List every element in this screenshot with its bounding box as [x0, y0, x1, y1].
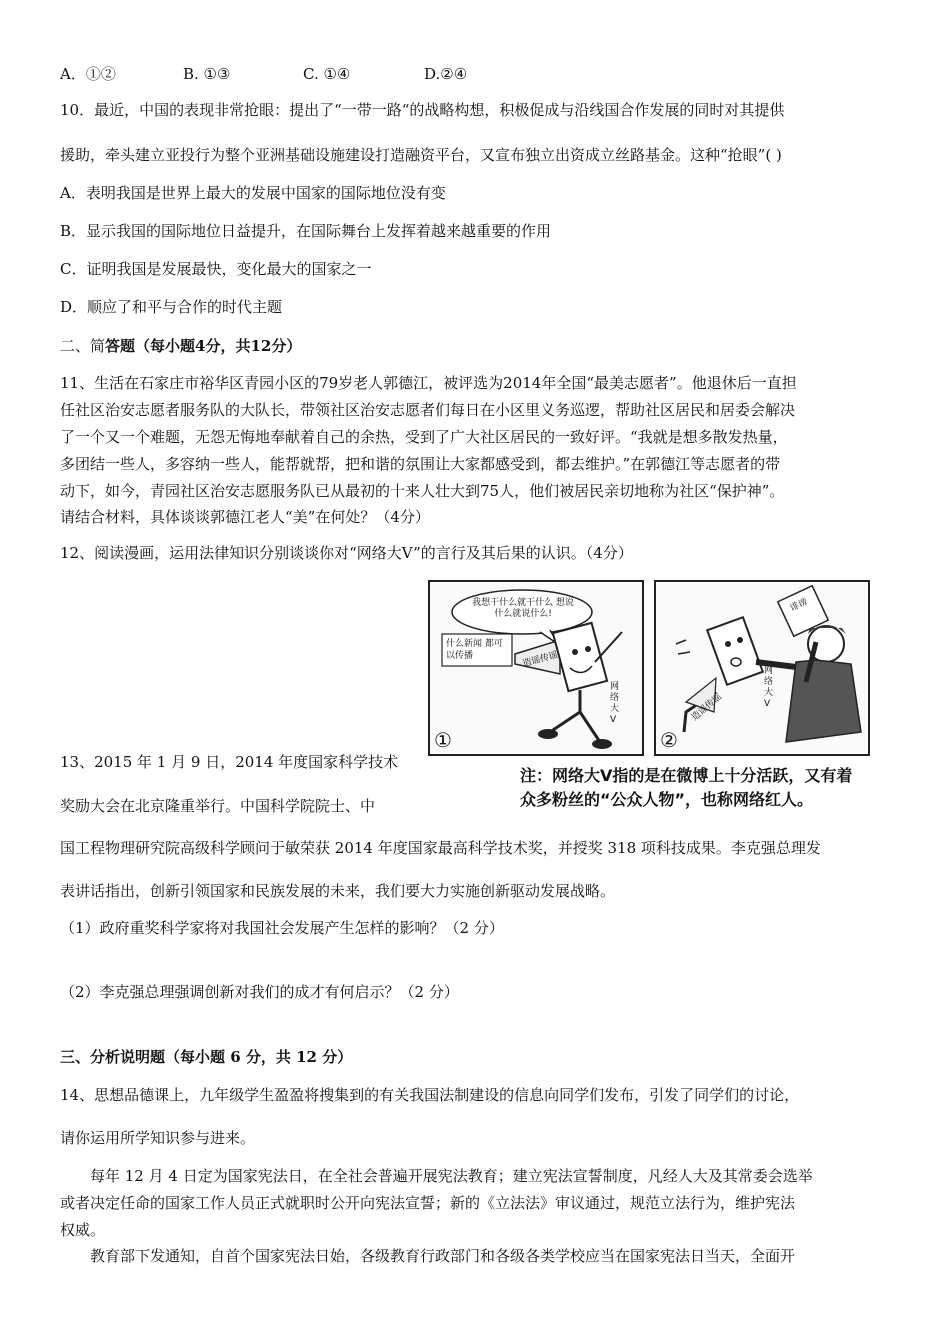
- section2-title: 答题（每小题4分，共12分）: [105, 337, 302, 355]
- q14-para1-line2: 或者决定任命的国家工作人员正式就职时公开向宪法宣誓；新的《立法法》审议通过，规范立法行为，维护宪法: [60, 1194, 796, 1212]
- q12-stem: 12、阅读漫画，运用法律知识分别谈谈你对“网络大V”的言行及其后果的认识。（4分）: [60, 544, 633, 562]
- q13-sub1: （1）政府重奖科学家将对我国社会发展产生怎样的影响？（2 分）: [60, 919, 504, 937]
- q13-line1: 13、2015 年 1 月 9 日，2014 年度国家科学技术: [60, 753, 399, 771]
- q9-options: [60, 64, 467, 84]
- q14-line1: 14、思想品德课上，九年级学生盈盈将搜集到的有关我国法制建设的信息向同学们发布，引发了同学们的讨论，: [60, 1086, 800, 1104]
- comic-speaker-label: 造谣传谣: [521, 650, 560, 670]
- q14-para2-line1: 教育部下发通知，自首个国家宪法日始，各级教育行政部门和各级各类学校应当在国家宪法日当天，全面开: [90, 1247, 796, 1265]
- comic-note-line1: 注：网络大V指的是在微博上十分活跃，又有着: [520, 766, 853, 785]
- comic-panel-2-drawing: [656, 582, 868, 754]
- q11-line: 了一个又一个难题，无怨无悔地奉献着自己的余热，受到了广大社区居民的一致好评。“我就是想多散发热量，: [60, 428, 788, 446]
- comic-panel-1-number: ①: [434, 728, 452, 752]
- comic-note: [520, 764, 852, 812]
- q13-line3: 国工程物理研究院高级科学顾问于敏荣获 2014 年度国家最高科学技术奖，并授奖 318 项科技成果。李克强总理发: [60, 839, 821, 857]
- comic-person-label-2: 网络大V: [764, 666, 774, 709]
- q13-line4: 表讲话指出，创新引领国家和民族发展的未来，我们要大力实施创新驱动发展战略。: [60, 882, 616, 900]
- comic-person-label: 网络大V: [610, 682, 620, 725]
- comic-panel-1: [428, 580, 644, 756]
- q11-line: 多团结一些人，多容纳一些人，能帮就帮，把和谐的氛围让大家都感受到，都去维护。”在郭德江等志愿者的带: [60, 455, 781, 473]
- q9-option-c: C. ①④: [303, 65, 351, 83]
- q10-stem-line1: 10．最近，中国的表现非常抢眼：提出了“一带一路“的战略构想，积极促成与沿线国合作发展的同时对其提供: [60, 101, 785, 119]
- comic-note-line2: 众多粉丝的“公众人物”，也称网络红人。: [520, 790, 814, 809]
- section2-heading: [60, 336, 301, 356]
- q11-line: 动下，如今，青园社区治安志愿服务队已从最初的十来人壮大到75人，他们被居民亲切地称为社区“保护神”。: [60, 482, 785, 500]
- q13-line2: 奖励大会在北京隆重举行。中国科学院院士、中: [60, 797, 376, 815]
- q10-option-d: D．顺应了和平与合作的时代主题: [60, 298, 283, 316]
- q11-line: 请结合材料，具体谈谈郭德江老人“美”在何处？（4分）: [60, 508, 430, 526]
- q11-line: 任社区治安志愿者服务队的大队长，带领社区治安志愿者们每日在小区里义务巡逻，帮助社区居民和居委会解决: [60, 401, 796, 419]
- q14-line2: 请你运用所学知识参与进来。: [60, 1129, 256, 1147]
- q10-option-c: C．证明我国是发展最快，变化最大的国家之一: [60, 260, 372, 278]
- q9-option-a: A．①②: [60, 65, 116, 83]
- q14-para1-line1: 每年 12 月 4 日定为国家宪法日，在全社会普遍开展宪法教育；建立宪法宣誓制度，凡经人大及其常委会选举: [90, 1167, 813, 1185]
- comic-board-text: 什么新闻 都可以传播: [446, 639, 503, 661]
- q13-sub2: （2）李克强总理强调创新对我们的成才有何启示？（2 分）: [60, 983, 459, 1001]
- section3-heading: 三、分析说明题（每小题 6 分，共 12 分）: [60, 1048, 353, 1066]
- comic-speech-bubble: 我想干什么就干什么 想说什么就说什么!: [472, 598, 574, 619]
- q10-option-a: A．表明我国是世界上最大的发展中国家的国际地位没有变: [60, 184, 446, 202]
- q11-line: 11、生活在石家庄市裕华区青园小区的79岁老人郭德江，被评选为2014年全国“最美志愿者”。他退休后一直担: [60, 374, 797, 392]
- comic-paper-label: 诽谤: [788, 597, 810, 614]
- q10-option-b: B．显示我国的国际地位日益提升，在国际舞台上发挥着越来越重要的作用: [60, 222, 552, 240]
- q9-option-b: B. ①③: [183, 65, 231, 83]
- section2-prefix: 二、简: [60, 337, 106, 355]
- comic-speaker-label-2: 造谣传谣: [689, 692, 724, 724]
- comic-panel-2: [654, 580, 870, 756]
- q9-option-d: D.②④: [424, 65, 468, 83]
- q14-para1-line3: 权威。: [60, 1221, 106, 1239]
- q10-stem-line2: 援助，牵头建立亚投行为整个亚洲基础设施建设打造融资平台，又宣布独立出资成立丝路基金。这种“抢眼”( ): [60, 146, 782, 164]
- comic-panel-2-number: ②: [660, 728, 678, 752]
